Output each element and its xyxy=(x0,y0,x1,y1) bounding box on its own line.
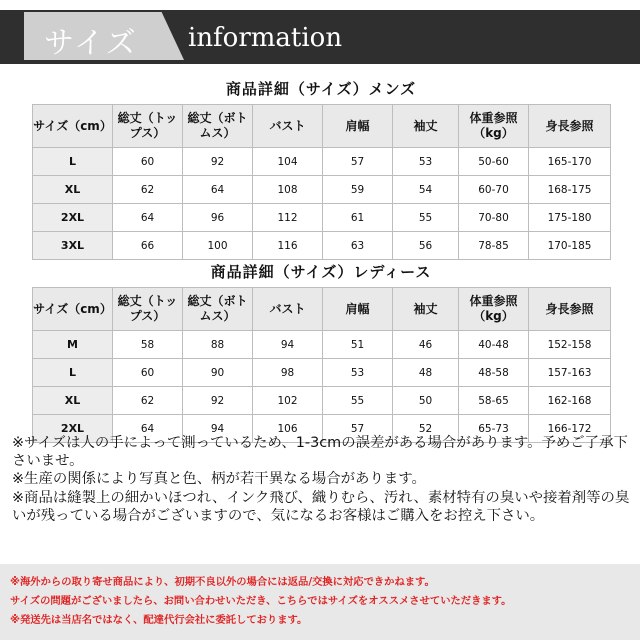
table-cell: 58 xyxy=(113,331,183,359)
column-header: 袖丈 xyxy=(393,288,459,331)
table-cell: 53 xyxy=(393,148,459,176)
table-row xyxy=(33,148,611,176)
ladies-size-table xyxy=(32,287,611,443)
table-cell: 70-80 xyxy=(459,204,529,232)
column-header: 身長参照 xyxy=(529,105,611,148)
table-cell: 61 xyxy=(323,204,393,232)
column-header: 体重参照（kg） xyxy=(459,105,529,148)
table-cell: 57 xyxy=(323,415,393,443)
table-cell: 55 xyxy=(393,204,459,232)
table-cell: 62 xyxy=(113,176,183,204)
column-header: 総丈（トップス） xyxy=(113,288,183,331)
table-cell: 104 xyxy=(253,148,323,176)
column-header: 袖丈 xyxy=(393,105,459,148)
table-cell: 48 xyxy=(393,359,459,387)
table-cell: 94 xyxy=(253,331,323,359)
note-quality: ※商品は縫製上の細かいほつれ、インク飛び、織りむら、汚れ、素材特有の臭いや接着剤等の臭いが残っている場合がございますので、気になるお客様はご購入をお控え下さい。 xyxy=(12,489,630,524)
table-cell: 62 xyxy=(113,387,183,415)
table-row xyxy=(33,359,611,387)
table-cell: 60 xyxy=(113,148,183,176)
table-cell: 60 xyxy=(113,359,183,387)
table-cell: 162-168 xyxy=(529,387,611,415)
footer-note-return: ※海外からの取り寄せ商品により、初期不良以外の場合には返品/交換に対応できかねます。 xyxy=(10,576,435,588)
table-cell: 59 xyxy=(323,176,393,204)
column-header: 肩幅 xyxy=(323,105,393,148)
table-cell: 92 xyxy=(183,148,253,176)
mens-table-title: 商品詳細（サイズ）メンズ xyxy=(225,79,417,98)
table-cell: 65-73 xyxy=(459,415,529,443)
table-cell: 78-85 xyxy=(459,232,529,260)
table-cell: 157-163 xyxy=(529,359,611,387)
table-cell: 52 xyxy=(393,415,459,443)
size-label-cell: 2XL xyxy=(33,204,113,232)
table-cell: 108 xyxy=(253,176,323,204)
size-label-cell: XL xyxy=(33,387,113,415)
table-cell: 106 xyxy=(253,415,323,443)
notes xyxy=(12,434,636,525)
table-row xyxy=(33,387,611,415)
column-header: 総丈（ボトムス） xyxy=(183,105,253,148)
table-cell: 54 xyxy=(393,176,459,204)
column-header: 体重参照（kg） xyxy=(459,288,529,331)
section-header xyxy=(0,10,640,64)
size-label-cell: 3XL xyxy=(33,232,113,260)
header-info-label: information xyxy=(188,23,343,53)
table-cell: 98 xyxy=(253,359,323,387)
footer-note-shipping: ※発送先は当店名ではなく、配達代行会社に委託しております。 xyxy=(10,614,308,626)
table-cell: 100 xyxy=(183,232,253,260)
column-header: バスト xyxy=(253,288,323,331)
table-cell: 53 xyxy=(323,359,393,387)
table-cell: 102 xyxy=(253,387,323,415)
table-cell: 66 xyxy=(113,232,183,260)
column-header: 総丈（ボトムス） xyxy=(183,288,253,331)
column-header: バスト xyxy=(253,105,323,148)
size-label-cell: L xyxy=(33,148,113,176)
table-cell: 165-170 xyxy=(529,148,611,176)
footer-notice xyxy=(0,564,640,640)
table-cell: 46 xyxy=(393,331,459,359)
note-measurement: ※サイズは人の手によって測っているため、1-3cmの誤差がある場合があります。予めご了承下さいませ。 xyxy=(12,435,628,470)
table-cell: 63 xyxy=(323,232,393,260)
table-cell: 64 xyxy=(113,415,183,443)
table-cell: 56 xyxy=(393,232,459,260)
table-cell: 88 xyxy=(183,331,253,359)
table-cell: 112 xyxy=(253,204,323,232)
table-cell: 60-70 xyxy=(459,176,529,204)
table-cell: 116 xyxy=(253,232,323,260)
column-header: 総丈（トップス） xyxy=(113,105,183,148)
table-cell: 51 xyxy=(323,331,393,359)
table-row xyxy=(33,204,611,232)
table-cell: 55 xyxy=(323,387,393,415)
table-cell: 48-58 xyxy=(459,359,529,387)
header-tab-label: サイズ xyxy=(44,26,138,61)
footer-note-size: サイズの問題がございましたら、お問い合わせいただき、こちらではサイズをオススメさせていただきます。 xyxy=(10,595,512,607)
table-cell: 96 xyxy=(183,204,253,232)
table-cell: 90 xyxy=(183,359,253,387)
table-cell: 40-48 xyxy=(459,331,529,359)
table-cell: 166-172 xyxy=(529,415,611,443)
table-cell: 57 xyxy=(323,148,393,176)
table-header-row xyxy=(33,288,611,331)
table-header-row xyxy=(33,105,611,148)
table-cell: 175-180 xyxy=(529,204,611,232)
column-header: サイズ（cm） xyxy=(33,288,113,331)
table-cell: 94 xyxy=(183,415,253,443)
table-cell: 92 xyxy=(183,387,253,415)
table-row xyxy=(33,176,611,204)
table-cell: 152-158 xyxy=(529,331,611,359)
size-label-cell: XL xyxy=(33,176,113,204)
column-header: 肩幅 xyxy=(323,288,393,331)
table-cell: 58-65 xyxy=(459,387,529,415)
table-cell: 50 xyxy=(393,387,459,415)
mens-size-table xyxy=(32,104,611,260)
table-cell: 170-185 xyxy=(529,232,611,260)
note-color: ※生産の関係により写真と色、柄が若干異なる場合があります。 xyxy=(12,471,426,488)
size-label-cell: M xyxy=(33,331,113,359)
size-label-cell: 2XL xyxy=(33,415,113,443)
column-header: 身長参照 xyxy=(529,288,611,331)
column-header: サイズ（cm） xyxy=(33,105,113,148)
size-label-cell: L xyxy=(33,359,113,387)
table-cell: 168-175 xyxy=(529,176,611,204)
table-row xyxy=(33,331,611,359)
table-cell: 64 xyxy=(113,204,183,232)
ladies-table-title: 商品詳細（サイズ）レディース xyxy=(210,262,432,281)
table-cell: 50-60 xyxy=(459,148,529,176)
table-cell: 64 xyxy=(183,176,253,204)
